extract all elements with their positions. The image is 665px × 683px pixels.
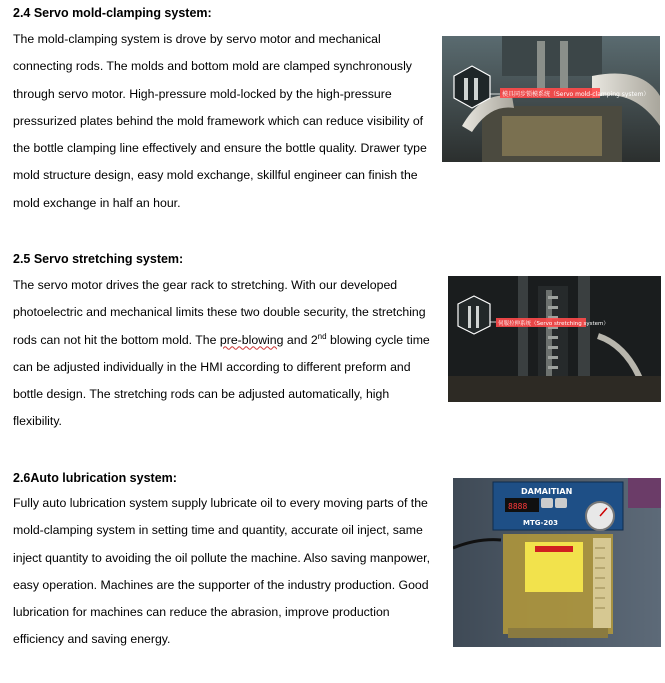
text-line: Fully auto lubrication system supply lubricate oil to every moving parts of the (13, 496, 428, 510)
text-fragment: blowing cycle time (326, 332, 430, 347)
photo-caption: 模具同步锁模系统（Servo mold-clamping system） (502, 91, 650, 98)
text-line: mold-clamping system in setting time and quantity, accurate oil inject, same (13, 523, 423, 538)
text-line: can be adjusted individually in the HMI according to different preform and (13, 359, 411, 374)
text-line: mold structure design, easy mold exchange, skillful engineer can finish the (13, 168, 418, 183)
mold-clamping-photo (442, 36, 660, 162)
section-body-2-6 (13, 490, 430, 654)
section-body-2-4 (13, 26, 427, 217)
stretching-system-photo (448, 276, 661, 402)
pump-model-label: MTG-203 (523, 519, 559, 527)
text-line: pressurized plates behind the mold framework which can reduce visibility of (13, 113, 424, 128)
svg-text:8888: 8888 (508, 502, 528, 511)
text-line: efficiency and saving energy. (13, 632, 171, 647)
pump-brand-label: DAMAITIAN (521, 487, 573, 496)
section-heading-2-4: 2.4 Servo mold-clamping system: (13, 6, 212, 20)
text-line: lubrication for machines can reduce the abrasion, improve production (13, 605, 390, 620)
text-line (13, 327, 430, 354)
superscript: nd (317, 331, 327, 341)
lubrication-pump-photo (453, 478, 661, 647)
text-line: inject quantity to avoiding the oil pollute the machine. Also saving manpower, (13, 550, 430, 565)
text-line: mold exchange in half an hour. (13, 195, 181, 210)
text-fragment: rods can not hit the bottom mold. The (13, 332, 220, 347)
text-line: through servo motor. High-pressure mold-locked by the high-pressure (13, 86, 392, 101)
section-body-2-5 (13, 272, 430, 436)
text-line: The mold-clamping system is drove by servo motor and mechanical (13, 32, 381, 46)
spellcheck-flagged-word: pre-blowing (219, 332, 284, 347)
text-fragment: and 2 (283, 332, 318, 347)
text-line: photoelectric and mechanical limits these two double security, the stretching (13, 305, 426, 320)
text-line: connecting rods. The molds and bottom mold are clamped synchronously (13, 59, 412, 74)
photo-caption: 伺服拉伸系统（Servo stretching system） (498, 321, 609, 327)
text-line: bottle design. The stretching rods can be adjusted automatically, high (13, 387, 390, 402)
text-line: The servo motor drives the gear rack to stretching. With our developed (13, 278, 398, 292)
section-heading-2-5: 2.5 Servo stretching system: (13, 252, 184, 266)
text-line: easy operation. Machines are the supporter of the industry production. Good (13, 577, 429, 592)
section-heading-2-6: 2.6Auto lubrication system: (13, 471, 177, 485)
text-line: the bottle clamping line effectively and ensure the bottle quality. Drawer type (13, 141, 427, 156)
text-line: flexibility. (13, 414, 62, 429)
